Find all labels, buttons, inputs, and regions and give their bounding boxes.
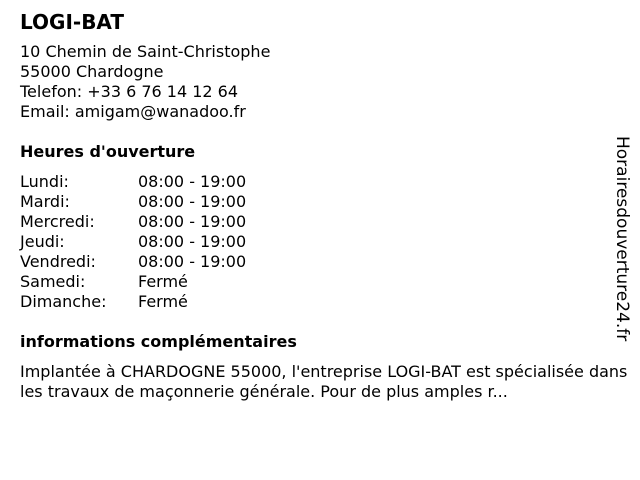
hours-row [20, 252, 630, 272]
hours-time: 08:00 - 19:00 [138, 232, 247, 251]
hours-day: Jeudi: [20, 232, 65, 251]
info-description: Implantée à CHARDOGNE 55000, l'entreprise LOGI-BAT est spécialisée dans les travaux de maçonnerie générale. Pour de plus amples r... [20, 362, 628, 401]
email-address: Email: amigam@wanadoo.fr [20, 102, 246, 121]
hours-row [20, 272, 630, 292]
hours-time: 08:00 - 19:00 [138, 192, 247, 211]
hours-time: Fermé [138, 292, 188, 311]
hours-row [20, 232, 630, 252]
hours-day: Dimanche: [20, 292, 107, 311]
hours-row [20, 192, 630, 212]
business-card [20, 10, 630, 402]
phone-number: Telefon: +33 6 76 14 12 64 [20, 82, 239, 101]
company-name: LOGI-BAT [20, 10, 125, 34]
hours-heading: Heures d'ouverture [20, 142, 196, 161]
hours-row [20, 292, 630, 312]
hours-row [20, 172, 630, 192]
hours-day: Samedi: [20, 272, 86, 291]
contact-block [20, 42, 630, 122]
site-watermark: Horairesdouverture24.fr [612, 136, 632, 342]
hours-day: Vendredi: [20, 252, 96, 271]
hours-time: 08:00 - 19:00 [138, 172, 247, 191]
hours-time: Fermé [138, 272, 188, 291]
address-line-2: 55000 Chardogne [20, 62, 164, 81]
hours-day: Lundi: [20, 172, 69, 191]
hours-time: 08:00 - 19:00 [138, 252, 247, 271]
address-line-1: 10 Chemin de Saint-Christophe [20, 42, 271, 61]
info-heading: informations complémentaires [20, 332, 297, 351]
hours-day: Mardi: [20, 192, 70, 211]
hours-time: 08:00 - 19:00 [138, 212, 247, 231]
hours-day: Mercredi: [20, 212, 95, 231]
hours-table [20, 172, 630, 312]
hours-row [20, 212, 630, 232]
